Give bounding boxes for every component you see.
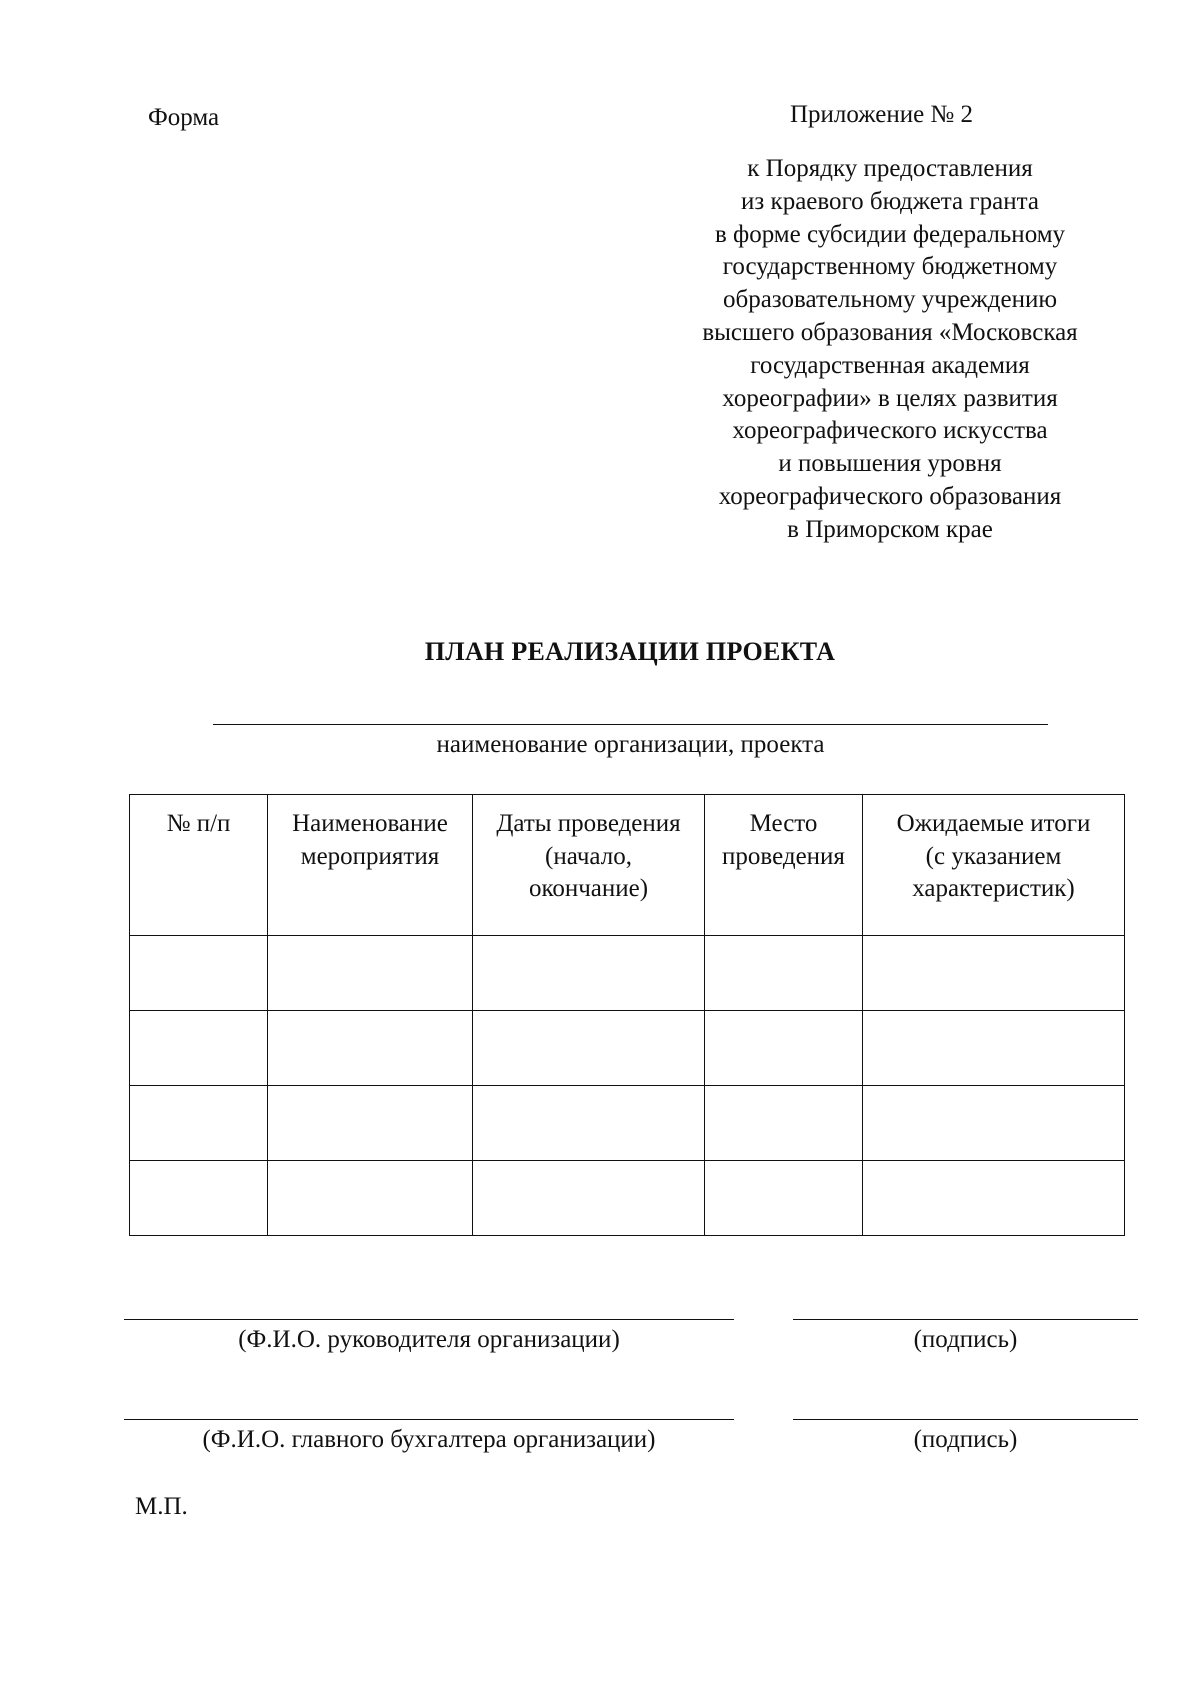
table-cell[interactable] xyxy=(130,1086,268,1161)
table-cell[interactable] xyxy=(863,936,1125,1011)
accountant-name-line[interactable] xyxy=(124,1419,734,1420)
table-cell[interactable] xyxy=(130,1161,268,1236)
director-name-caption: (Ф.И.О. руководителя организации) xyxy=(238,1326,620,1353)
header-dates xyxy=(473,795,705,936)
table-row xyxy=(130,1086,1125,1161)
table-cell[interactable] xyxy=(473,1086,705,1161)
plan-table xyxy=(129,794,1125,1236)
stamp-label: М.П. xyxy=(135,1493,188,1520)
form-label: Форма xyxy=(148,104,220,131)
header-line: (начало, xyxy=(545,842,632,870)
appendix-line: из краевого бюджета гранта xyxy=(741,187,1039,215)
table-cell[interactable] xyxy=(705,1161,863,1236)
appendix-line: в форме субсидии федеральному xyxy=(714,220,1066,248)
appendix-text xyxy=(655,153,1125,547)
org-name-line xyxy=(213,724,1048,725)
header-line: № п/п xyxy=(166,810,231,837)
appendix-line: образовательному учреждению xyxy=(722,286,1058,314)
table-cell[interactable] xyxy=(705,1086,863,1161)
table-cell[interactable] xyxy=(268,936,473,1011)
table-cell[interactable] xyxy=(863,1161,1125,1236)
table-cell[interactable] xyxy=(473,1011,705,1086)
appendix-line: государственному бюджетному xyxy=(722,253,1058,281)
table-row xyxy=(130,1161,1125,1236)
appendix-line: к Порядку предоставления xyxy=(747,155,1033,182)
appendix-line: и повышения уровня xyxy=(778,450,1002,478)
table-cell[interactable] xyxy=(473,1161,705,1236)
appendix-line: высшего образования «Московская xyxy=(702,318,1078,346)
director-signature-caption: (подпись) xyxy=(913,1326,1018,1353)
header-line: окончание) xyxy=(528,875,649,902)
header-expected-results xyxy=(863,795,1125,936)
director-signature-line[interactable] xyxy=(793,1319,1138,1320)
table-header-row xyxy=(130,795,1125,936)
org-name-caption: наименование организации, проекта xyxy=(436,731,825,758)
header-line: характеристик) xyxy=(912,875,1075,902)
header-place xyxy=(705,795,863,936)
table-cell[interactable] xyxy=(705,936,863,1011)
appendix-title: Приложение № 2 xyxy=(790,101,974,128)
accountant-signature-caption: (подпись) xyxy=(913,1426,1018,1453)
header-line: Место xyxy=(749,810,818,837)
table-row xyxy=(130,1011,1125,1086)
header-number xyxy=(130,795,268,936)
table-row xyxy=(130,936,1125,1011)
appendix-line: хореографического искусства xyxy=(732,417,1048,445)
table-cell[interactable] xyxy=(268,1011,473,1086)
accountant-signature-line[interactable] xyxy=(793,1419,1138,1420)
header-line: Даты проведения xyxy=(496,810,681,837)
director-name-line[interactable] xyxy=(124,1319,734,1320)
table-cell[interactable] xyxy=(863,1086,1125,1161)
header-line: (с указанием xyxy=(925,842,1062,870)
appendix-line: в Приморском крае xyxy=(787,515,993,543)
table-cell[interactable] xyxy=(705,1011,863,1086)
table-cell[interactable] xyxy=(268,1161,473,1236)
accountant-name-caption: (Ф.И.О. главного бухгалтера организации) xyxy=(202,1426,656,1453)
header-line: Наименование xyxy=(292,810,448,837)
header-line: проведения xyxy=(722,842,845,870)
document-title: ПЛАН РЕАЛИЗАЦИИ ПРОЕКТА xyxy=(424,637,836,666)
table-cell[interactable] xyxy=(473,936,705,1011)
table-cell[interactable] xyxy=(130,936,268,1011)
header-line: мероприятия xyxy=(300,842,440,870)
appendix-line: хореографического образования xyxy=(718,482,1062,510)
table-cell[interactable] xyxy=(130,1011,268,1086)
header-line: Ожидаемые итоги xyxy=(896,810,1091,837)
appendix-line: государственная академия xyxy=(750,351,1030,379)
header-event-name xyxy=(268,795,473,936)
appendix-line: хореографии» в целях развития xyxy=(722,384,1058,412)
table-cell[interactable] xyxy=(863,1011,1125,1086)
table-cell[interactable] xyxy=(268,1086,473,1161)
